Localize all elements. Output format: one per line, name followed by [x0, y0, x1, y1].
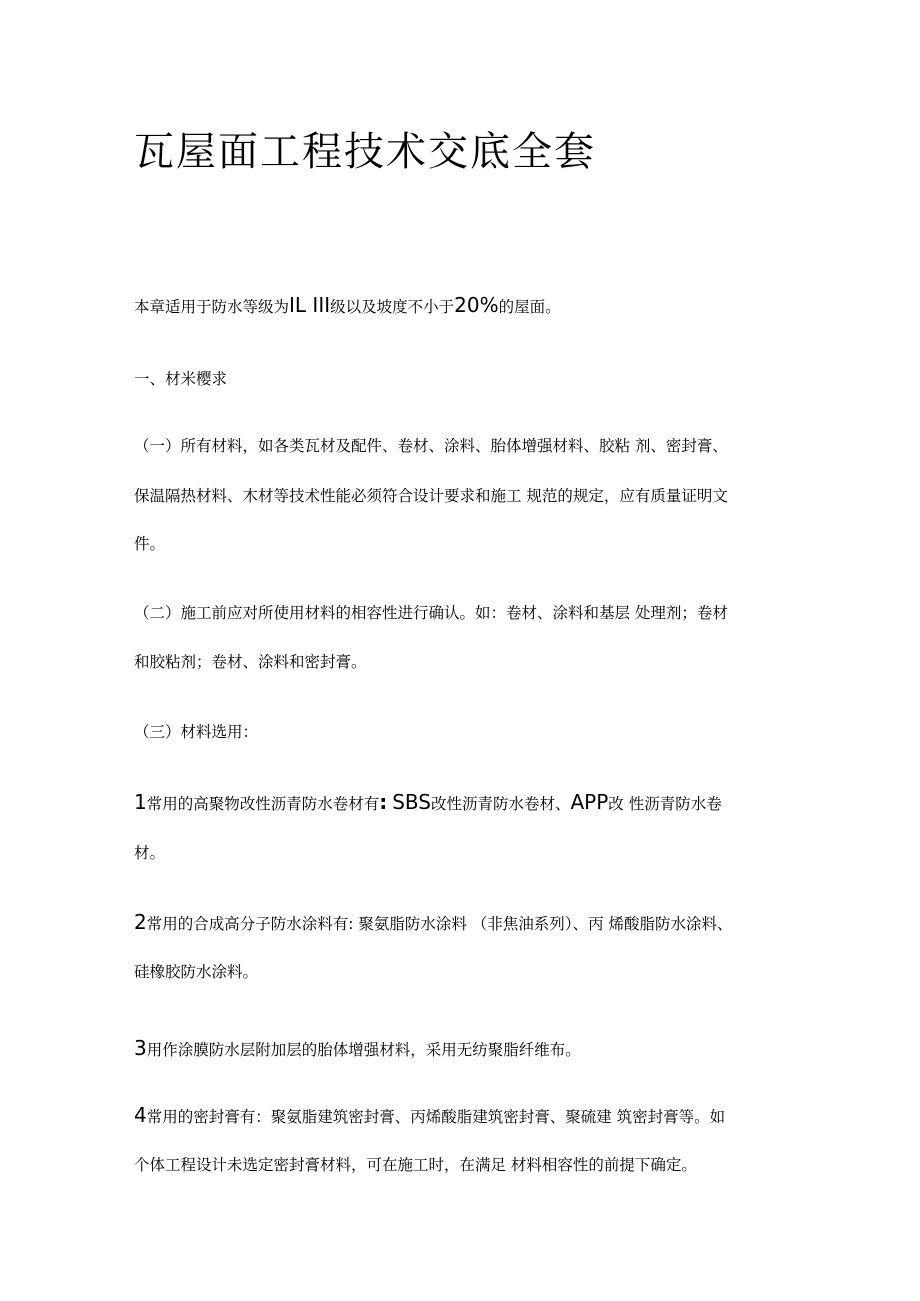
- item3-number: 3: [134, 1036, 147, 1060]
- item4-text: 常用的密封膏有：聚氨脂建筑密封膏、丙烯酸脂建筑密封膏、聚硫建 筑密封膏等。如: [146, 1108, 726, 1126]
- para1-line1: （一）所有材料，如各类瓦材及配件、卷材、涂料、胎体增强材料、胶粘 剂、密封膏、: [134, 437, 728, 455]
- para2-line1: （二）施工前应对所使用材料的相容性进行确认。如：卷材、涂料和基层 处理剂；卷材: [134, 604, 728, 622]
- para1-line3: 件。: [134, 535, 166, 553]
- item1-number: 1: [134, 790, 147, 814]
- waterproof-grade: IL III: [289, 293, 331, 317]
- item4-line2: 个体工程设计未选定密封膏材料，可在施工时，在满足 材料相容性的前提下确定。: [134, 1156, 697, 1174]
- item2-line2: 硅橡胶防水涂料。: [134, 963, 259, 981]
- intro-text-pre: 本章适用于防水等级为: [134, 298, 290, 316]
- para2-line2: 和胶粘剂；卷材、涂料和密封膏。: [134, 653, 367, 671]
- intro-text-mid: 级以及坡度不小于: [330, 298, 455, 316]
- item3-line1: [134, 1036, 794, 1062]
- item3-text: 用作涂膜防水层附加层的胎体增强材料，采用无纺聚脂纤维布。: [146, 1041, 581, 1059]
- item1-app: APP: [570, 790, 609, 814]
- item1-colon: :: [379, 790, 388, 814]
- para3-heading: （三）材料选用：: [134, 723, 259, 741]
- intro-text-post: 的屋面。: [498, 298, 561, 316]
- item1-line1: [134, 790, 794, 816]
- slope-percent: 20%: [454, 293, 499, 317]
- document-title: 瓦屋面工程技术交底全套: [134, 129, 596, 175]
- item4-number: 4: [134, 1103, 147, 1127]
- intro-paragraph: [134, 293, 794, 319]
- item1-text-a: 常用的高聚物改性沥青防水卷材有: [146, 795, 380, 813]
- item2-text: 常用的合成高分子防水涂料有: 聚氨脂防水涂料 （非焦油系列）、丙 烯酸脂防水涂料、: [146, 915, 733, 933]
- item1-text-b: 改性沥青防水卷材、: [430, 795, 571, 813]
- item4-line1: [134, 1103, 794, 1129]
- item2-line1: [134, 910, 794, 936]
- item1-text-c: 改 性沥青防水卷: [608, 795, 722, 813]
- para1-line2: 保温隔热材料、木材等技术性能必须符合设计要求和施工 规范的规定，应有质量证明文: [134, 487, 728, 505]
- item2-number: 2: [134, 910, 147, 934]
- item1-line2: 材。: [134, 844, 166, 862]
- item1-sbs: SBS: [392, 790, 431, 814]
- section-heading-materials: 一、材米樱求: [134, 370, 228, 388]
